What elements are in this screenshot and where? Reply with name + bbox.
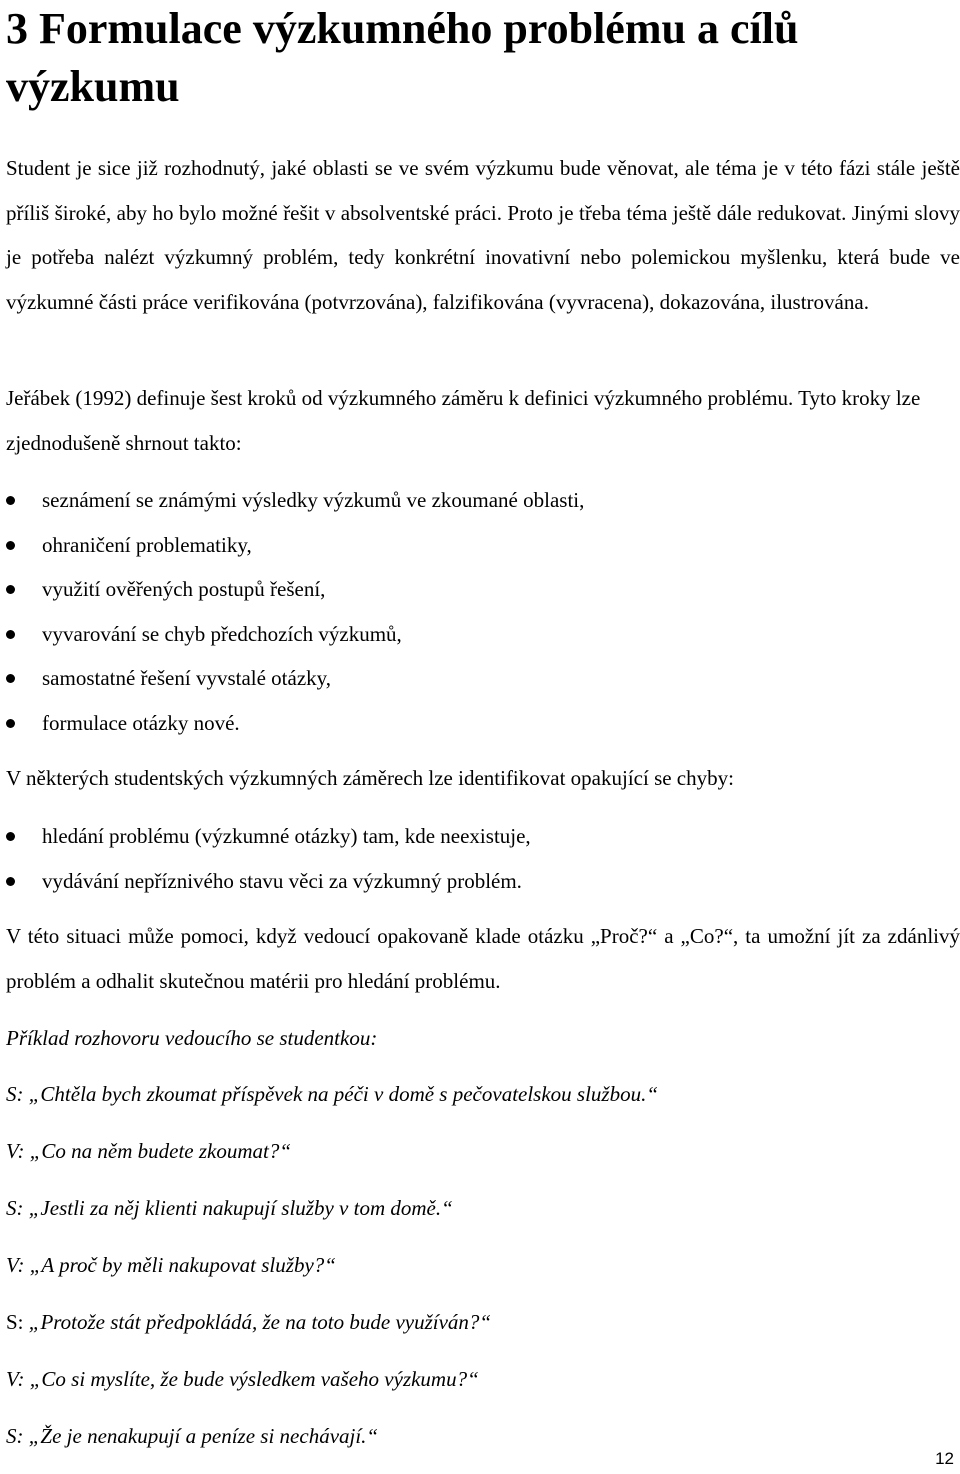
bullet-icon <box>6 719 15 728</box>
dialog-text: „Jestli za něj klienti nakupují služby v tom domě.“ <box>28 1196 453 1220</box>
list-item <box>0 478 960 523</box>
list-item <box>0 859 960 904</box>
bullet-icon <box>6 877 15 886</box>
bullet-icon <box>6 674 15 683</box>
list-item-text: vyvarování se chyb předchozích výzkumů, <box>42 621 402 646</box>
dialog-text: „Chtěla bych zkoumat příspěvek na péči v domě s pečovatelskou službou.“ <box>28 1082 659 1106</box>
dialog-line <box>6 1422 960 1450</box>
errors-list <box>0 814 960 903</box>
jerabek-paragraph: Jeřábek (1992) definuje šest kroků od výzkumného záměru k definici výzkumného problému. Tyto kroky lze zjednodušeně shrnout takto: <box>6 386 921 455</box>
dialog-text: „A proč by měli nakupovat služby?“ <box>29 1253 336 1277</box>
errors-intro-paragraph: V některých studentských výzkumných záměrech lze identifikovat opakující se chyby: <box>6 766 734 790</box>
dialog-speaker: S: <box>6 1310 24 1334</box>
bullet-icon <box>6 630 15 639</box>
dialog-line <box>6 1137 960 1165</box>
list-item <box>0 523 960 568</box>
dialog-speaker: S: <box>6 1196 24 1220</box>
list-item-text: samostatné řešení vyvstalé otázky, <box>42 666 332 690</box>
list-item <box>0 567 960 612</box>
dialog-heading: Příklad rozhovoru vedoucího se studentkou: <box>6 1026 378 1050</box>
list-item-text: formulace otázky nové. <box>42 710 240 735</box>
dialog-line <box>6 1308 960 1336</box>
chapter-heading <box>6 0 956 116</box>
dialog-speaker: S: <box>6 1424 24 1448</box>
page-number: 12 <box>935 1449 954 1468</box>
bullet-icon <box>6 541 15 550</box>
dialog-speaker: S: <box>6 1082 24 1106</box>
why-what-paragraph: V této situaci může pomoci, když vedoucí opakovaně klade otázku „Proč?“ a „Co?“, ta umožní jít za zdánlivý problém a odhalit skutečnou matérii pro hledání problému. <box>6 924 960 993</box>
dialog-text: „Co si myslíte, že bude výsledkem vašeho výzkumu?“ <box>29 1367 479 1391</box>
list-item <box>0 701 960 746</box>
list-item <box>0 814 960 859</box>
list-item-text: vydávání nepříznivého stavu věci za výzkumný problém. <box>42 868 522 893</box>
chapter-number: 3 <box>6 4 28 53</box>
list-item-text: seznámení se známými výsledky výzkumů ve zkoumané oblasti, <box>42 488 585 512</box>
dialog-line <box>6 1365 960 1393</box>
intro-paragraph: Student je sice již rozhodnutý, jaké oblasti se ve svém výzkumu bude věnovat, ale téma je v této fázi stále ještě příliš široké, aby ho bylo možné řešit v absolventské práci. Proto je třeba téma ještě dále redukovat. Jinými slovy je potřeba nalézt výzkumný problém, tedy konkrétní inovativní nebo polemickou myšlenku, která bude ve výzkumné části práce verifikována (potvrzována), falzifikována (vyvracena), dokazována, ilustrována. <box>6 156 960 314</box>
bullet-icon <box>6 496 15 505</box>
dialog-text: „Protože stát předpokládá, že na toto bude využíván?“ <box>28 1310 492 1334</box>
dialog-speaker: V: <box>6 1367 25 1391</box>
chapter-title: Formulace výzkumného problému a cílů výzkumu <box>6 4 799 111</box>
dialog-line <box>6 1194 960 1222</box>
list-item <box>0 656 960 701</box>
dialog-line <box>6 1080 960 1108</box>
steps-list <box>0 478 960 745</box>
dialog-speaker: V: <box>6 1139 25 1163</box>
dialog-text: „Co na něm budete zkoumat?“ <box>29 1139 292 1163</box>
dialog-line <box>6 1251 960 1279</box>
dialog-text: „Že je nenakupují a peníze si nechávají.“ <box>28 1424 379 1448</box>
bullet-icon <box>6 832 15 841</box>
bullet-icon <box>6 585 15 594</box>
list-item-text: využití ověřených postupů řešení, <box>42 577 326 601</box>
list-item-text: ohraničení problematiky, <box>42 532 252 557</box>
list-item-text: hledání problému (výzkumné otázky) tam, kde neexistuje, <box>42 824 531 848</box>
dialog-speaker: V: <box>6 1253 25 1277</box>
list-item <box>0 612 960 657</box>
